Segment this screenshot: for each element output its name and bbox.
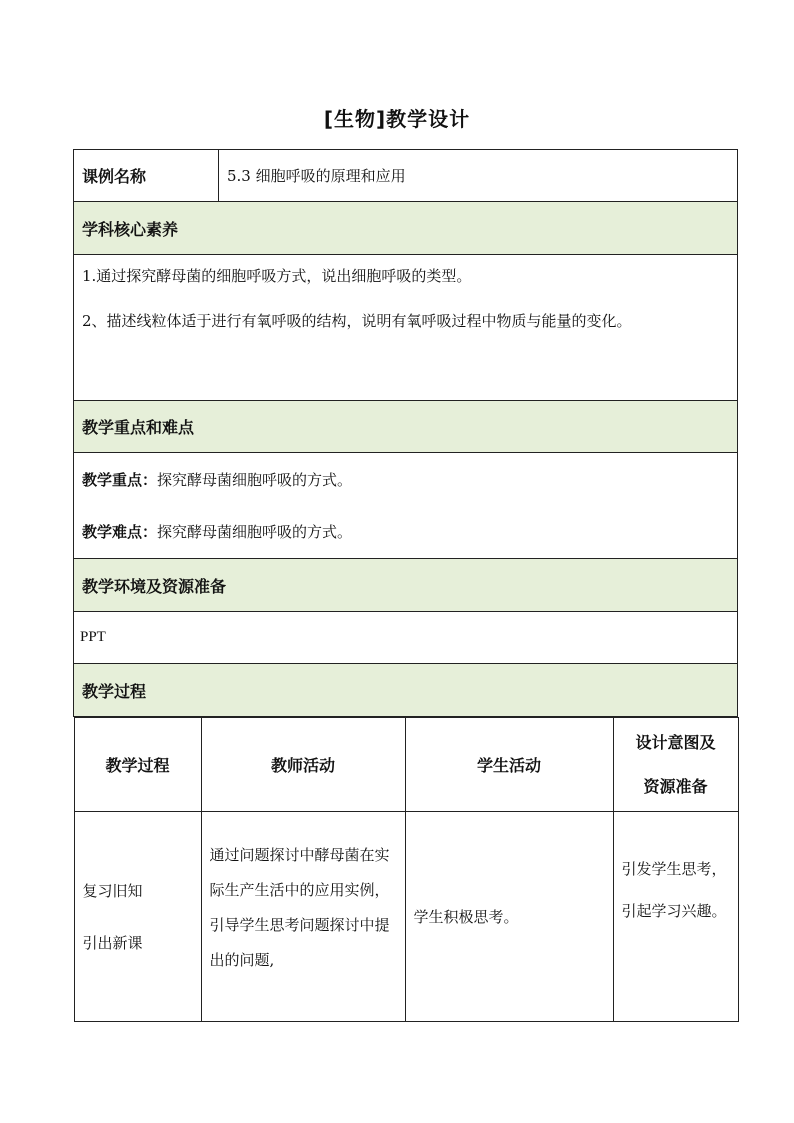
col-teacher-header: 教师活动 (201, 718, 405, 812)
col-intent-header (613, 718, 738, 812)
focus-line (82, 467, 729, 493)
environment-header-row (74, 559, 738, 612)
literacy-content (74, 255, 738, 401)
process-header-row (74, 664, 738, 717)
document-title: [生物]教学设计 (323, 107, 471, 131)
environment-header: 教学环境及资源准备 (74, 559, 738, 612)
difficulty-label: 教学难点： (82, 522, 158, 541)
lesson-plan-table (73, 149, 738, 1022)
stage-cell (74, 812, 201, 1022)
process-header: 教学过程 (74, 664, 738, 717)
literacy-header: 学科核心素养 (74, 202, 738, 255)
col-stage-header: 教学过程 (74, 718, 201, 812)
col-intent-header-line2: 资源准备 (643, 776, 708, 796)
focus-text: 探究酵母菌细胞呼吸的方式。 (157, 470, 353, 489)
process-table-row (74, 717, 738, 1023)
process-data-row (74, 812, 738, 1022)
literacy-header-row (74, 202, 738, 255)
keypoints-content (74, 453, 738, 559)
process-table (74, 717, 739, 1022)
col-student-header: 学生活动 (405, 718, 613, 812)
literacy-content-row (74, 255, 738, 401)
environment-value: PPT (74, 612, 738, 664)
keypoints-header: 教学重点和难点 (74, 401, 738, 453)
focus-label: 教学重点： (82, 470, 158, 489)
course-row (74, 150, 738, 202)
course-value: 5.3 细胞呼吸的原理和应用 (219, 150, 738, 202)
environment-content-row (74, 612, 738, 664)
intent-cell: 引发学生思考，引起学习兴趣。 (613, 812, 738, 1022)
process-columns-row (74, 718, 738, 812)
stage-line-1: 复习旧知 (82, 881, 143, 900)
difficulty-text: 探究酵母菌细胞呼吸的方式。 (157, 522, 353, 541)
teacher-activity-cell: 通过问题探讨中酵母菌在实际生产生活中的应用实例，引导学生思考问题探讨中提出的问题, (201, 812, 405, 1022)
difficulty-line (82, 519, 729, 545)
student-activity-cell: 学生积极思考。 (405, 812, 613, 1022)
literacy-item-2: 2、描述线粒体适于进行有氧呼吸的结构，说明有氧呼吸过程中物质与能量的变化。 (82, 312, 632, 330)
course-label: 课例名称 (74, 150, 219, 202)
stage-line-2: 引出新课 (82, 933, 143, 952)
keypoints-header-row (74, 401, 738, 453)
col-intent-header-line1: 设计意图及 (635, 732, 716, 752)
keypoints-content-row (74, 453, 738, 559)
literacy-item-1: 1.通过探究酵母菌的细胞呼吸方式，说出细胞呼吸的类型。 (82, 267, 472, 285)
